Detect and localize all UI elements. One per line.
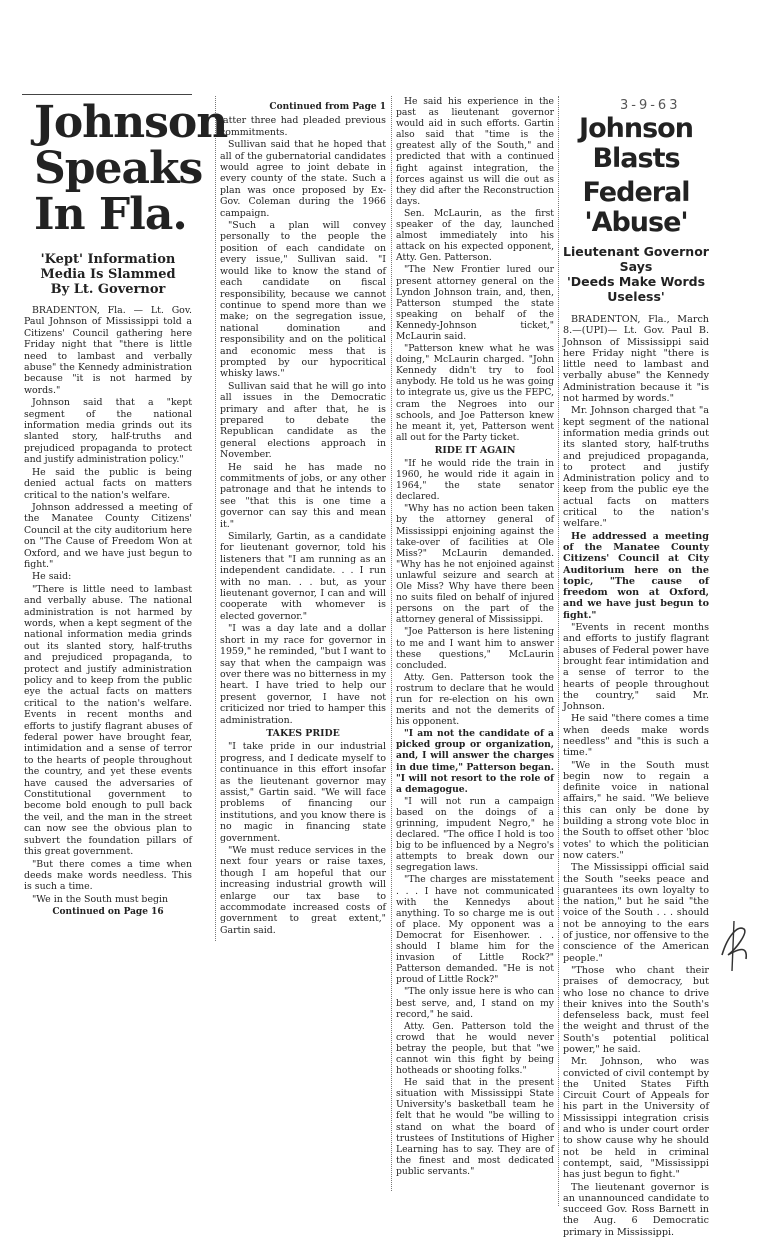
paragraph: "There is little need to lambast and verbally abuse. The national administration is not harmed by words, when a kept segment of the national information media grinds out its slanted story, half-truths and prejudiced propaganda, to protect and justify administration policy and to keep from the public eye the actual facts on matters critical to the nation's welfare. Events in recent months and efforts to justify flagrant abuses of federal power have brought fear, intimidation and a sense of terror to the hearts of people throughout the country, and yet these events have caused the adversaries of Constitutional government to become bold enough to pull back the veil, and the man in the street can now see the obvious plan to subvert the foundation pillars of this great government.	[24, 583, 192, 858]
headline-line: Federal 'Abuse'	[582, 177, 690, 238]
paragraph: Sen. McLaurin, as the first speaker of the day, launched almost immediately into his attack on his expected opponent, Atty. Gen. Patterson.	[396, 207, 554, 264]
paragraph: He said his experience in the past as lieutenant governor would aid in such efforts. Gartin also said that "time is the greatest ally of the South," and predicted that with a continued fight against integration, the forces against us will die out as they did after the Reconstruction days.	[396, 96, 554, 207]
paragraph: BRADENTON, Fla. — Lt. Gov. Paul Johnson of Mississippi told a Citizens' Council gathering here Friday night that "there is little need to lambast and verbally abuse" the Kennedy administration because "it is not harmed by words."	[24, 305, 192, 396]
paragraph: latter three had pleaded previous commitments.	[220, 115, 386, 138]
column-4-article	[563, 112, 709, 1239]
paragraph: "Patterson knew what he was doing," McLaurin charged. "John Kennedy didn't try to fool anybody. He told us he was going to integrate us, give us the FEPC, cram the Negroes into our schools, and Joe Patterson knew he meant it, yet, Patterson went all out for the Party ticket.	[396, 343, 554, 443]
col1-headline	[34, 97, 228, 240]
paragraph: He said he has made no commitments of jobs, or any other patronage and that he intends to see "that this is one time a governor can say this and mean it."	[220, 461, 386, 530]
column-2-article	[220, 100, 386, 937]
paragraph: Atty. Gen. Patterson took the rostrum to declare that he would run for re-election on his own merits and not the demerits of his opponent.	[396, 671, 554, 728]
paragraph: "Events in recent months and efforts to justify flagrant abuses of Federal power have brought fear intimidation and a sense of terror to the hearts of people throughout the country," said Mr. Johnson.	[563, 622, 709, 713]
column-rule-1	[215, 96, 216, 941]
paragraph: "We must reduce services in the next four years or raise taxes, though I am hopeful that our increasing industrial growth will enlarge our tax base to accommodate increased costs of government to great extent," Gartin said.	[220, 845, 386, 936]
handwritten-date: 3-9-63	[620, 98, 681, 113]
paragraph: "I take pride in our industrial progress, and I dedicate myself to continuance in this effort insofar as the lieutenant governor may assist," Gartin said. "We will face problems of financing our institutions, and you know there is no magic in financing state government.	[220, 741, 386, 844]
paragraph: BRADENTON, Fla., March 8.—(UPI)— Lt. Gov. Paul B. Johnson of Mississippi said here Friday night "there is little need to lambast and verbally abuse" the Kennedy Administration because it "is not harmed by words."	[563, 314, 709, 405]
headline-line: Johnson Blasts	[579, 113, 693, 174]
paragraph: He said that in the present situation with Mississippi State University's basketball team he felt that he would "be willing to stand on what the board of trustees of Institutions of Higher Learning has to say. They are of the finest and most dedicated public servants."	[396, 1077, 554, 1177]
crosshead: TAKES PRIDE	[266, 727, 340, 739]
col4-subhead	[563, 244, 709, 304]
paragraph: Sullivan said that he will go into all issues in the Democratic primary and after that, he is prepared to debate the Republican candidate as the general elections approach in November.	[220, 380, 386, 461]
paragraph: Mr. Johnson, who was convicted of civil contempt by the United States Fifth Circuit Court of Appeals for his part in the University of Mississippi integration crisis and who is under court order to show cause why he should not be held in criminal contempt, said, "Mississippi has just begun to fight."	[563, 1056, 709, 1181]
subhead-line: 'Deeds Make Words	[566, 274, 706, 289]
paragraph: "The only issue here is who can best serve, and, I stand on my record," he said.	[396, 986, 554, 1020]
paragraph: He said:	[32, 571, 72, 583]
column-rule-2	[391, 96, 392, 1191]
paragraph: Johnson said that a "kept segment of the national information media grinds out its slanted story, half-truths and prejudiced propaganda to protect and justify administration policy."	[24, 397, 192, 466]
subhead-line: Media Is Slammed	[40, 267, 176, 282]
paragraph: Atty. Gen. Patterson told the crowd that he would never betray the people, but that "we cannot win this fight by being hotheads or shooting folks."	[396, 1020, 554, 1077]
paragraph: "The charges are misstatement . . . I have not communicated with the Kennedys about anything. To so charge me is out of place. My opponent was a Democrat for Eisenhower. . . should I blame him for the invasion of Little Rock?" Patterson demanded. "He is not proud of Little Rock?"	[396, 874, 554, 986]
top-rule-left	[22, 94, 192, 95]
paragraph: Mr. Johnson charged that "a kept segment of the national information media grinds out its slanted story, half-truths and prejudiced propaganda, to protect and justify Administration policy and to keep from the public eye the actual facts on matters critical to the nation's welfare."	[563, 405, 709, 530]
paragraph: "Joe Patterson is here listening to me and I want him to answer these questions," McLaurin concluded.	[396, 626, 554, 671]
paragraph: Sullivan said that he hoped that all of the gubernatorial candidates would agree to joint debate in every county of the state. Such a plan was once proposed by Ex-Gov. Coleman during the 1966 campaign.	[220, 139, 386, 219]
paragraph: Similarly, Gartin, as a candidate for lieutenant governor, told his listeners that "I am running as an independent candidate. . . I run with no man. . . but, as your lieutenant governor, I can and will cooperate with whomever is elected governor."	[220, 531, 386, 622]
column-3-article	[396, 96, 554, 1178]
margin-pen-mark	[714, 915, 754, 975]
paragraph: "But there comes a time when deeds make words needless. This is such a time.	[24, 858, 192, 893]
paragraph: The lieutenant governor is an unannounced candidate to succeed Gov. Ross Barnett in the Aug. 6 Democratic primary in Mississippi.	[563, 1181, 709, 1238]
paragraph: "The New Frontier lured our present attorney general on the Lyndon Johnson train, and, then, Patterson stumped the state speaking on behalf of the Kennedy-Johnson ticket," McLaurin said.	[396, 264, 554, 342]
continued-on-page: Continued on Page 16	[52, 907, 164, 918]
column-1-article	[24, 97, 228, 921]
col1-subhead	[24, 252, 192, 297]
paragraph: He said "there comes a time when deeds make words needless" and "this is such a time."	[563, 713, 709, 759]
paragraph: "Why has no action been taken by the attorney general of Mississippi enjoining against the take-over of facilities at Ole Miss?" McLaurin demanded. "Why has he not enjoined against unlawful seizure and search at Ole Miss? Why have there been no suits filed on behalf of injured persons on the part of the attorney general of Mississippi.	[396, 503, 554, 626]
paragraph: "I was a day late and a dollar short in my race for governor in 1959," he reminded, "but I want to say that when the campaign was over there was no bitterness in my heart. I have tried to help our present governor, I have not criticized nor tried to hamper this administration.	[220, 623, 386, 726]
subhead-line: Useless'	[607, 289, 665, 304]
paragraph: Johnson addressed a meeting of the Manatee County Citizens' Council at the city auditorium here on "The Cause of Freedom Won at Oxford, and we have just begun to fight."	[24, 501, 192, 570]
col4-headline	[563, 114, 709, 238]
paragraph: "If he would ride the train in 1960, he would ride it again in 1964," the state senator declared.	[396, 458, 554, 503]
continued-from-page: Continued from Page 1	[269, 102, 386, 112]
headline-line: In Fla.	[34, 189, 187, 240]
paragraph: "I will not run a campaign based on the doings of a grinning, impudent Negro," he declared. "The office I hold is too big to be influenced by a Negro's attempts to break down our segregation laws.	[396, 795, 554, 874]
subhead-line: By Lt. Governor	[50, 282, 166, 297]
paragraph: "Those who chant their praises of democracy, but who lose no chance to drive their knives into the South's defenseless back, must feel the weight and thrust of the South's potential political power," he said.	[563, 964, 709, 1055]
paragraph: He addressed a meeting of the Manatee County Citizens' Council at City Auditorium here on the topic, "The cause of freedom won at Oxford, and we have just begun to fight."	[563, 530, 709, 621]
paragraph: The Mississippi official said the South "seeks peace and guarantees its own loyalty to the nation," but he said "the voice of the South . . . should not be annoying to the ears of justice, nor offensive to the conscience of the American people."	[563, 862, 709, 964]
paragraph: "We in the South must begin	[32, 893, 169, 905]
subhead-line: 'Kept' Information	[40, 252, 176, 267]
headline-line: Johnson	[34, 97, 228, 148]
paragraph: "I am not the candidate of a picked group or organization, and, I will answer the charges in due time," Patterson began. "I will not resort to the role of a demagogue.	[396, 728, 554, 795]
paragraph: "Such a plan will convey personally to the people the position of each candidate on every issue," Sullivan said. "I would like to know the stand of each candidate on fiscal responsibility, because we cannot continue to spend more than we make; on the segregation issue, national domination and responsibility and on the political and economic mess that is prompted by our hypocritical whisky laws."	[220, 220, 386, 380]
crosshead: RIDE IT AGAIN	[434, 444, 516, 456]
paragraph: He said the public is being denied actual facts on matters critical to the nation's welfare.	[24, 466, 192, 501]
headline-line: Speaks	[34, 143, 203, 194]
column-rule-3	[558, 96, 559, 1206]
subhead-line: Lieutenant Governor Says	[563, 244, 709, 274]
paragraph: "We in the South must begin now to regain a definite voice in national affairs," he said. "We believe this can only be done by building a strong vote bloc in the South to offset other 'bloc votes' to which the politician now caters."	[563, 759, 709, 861]
